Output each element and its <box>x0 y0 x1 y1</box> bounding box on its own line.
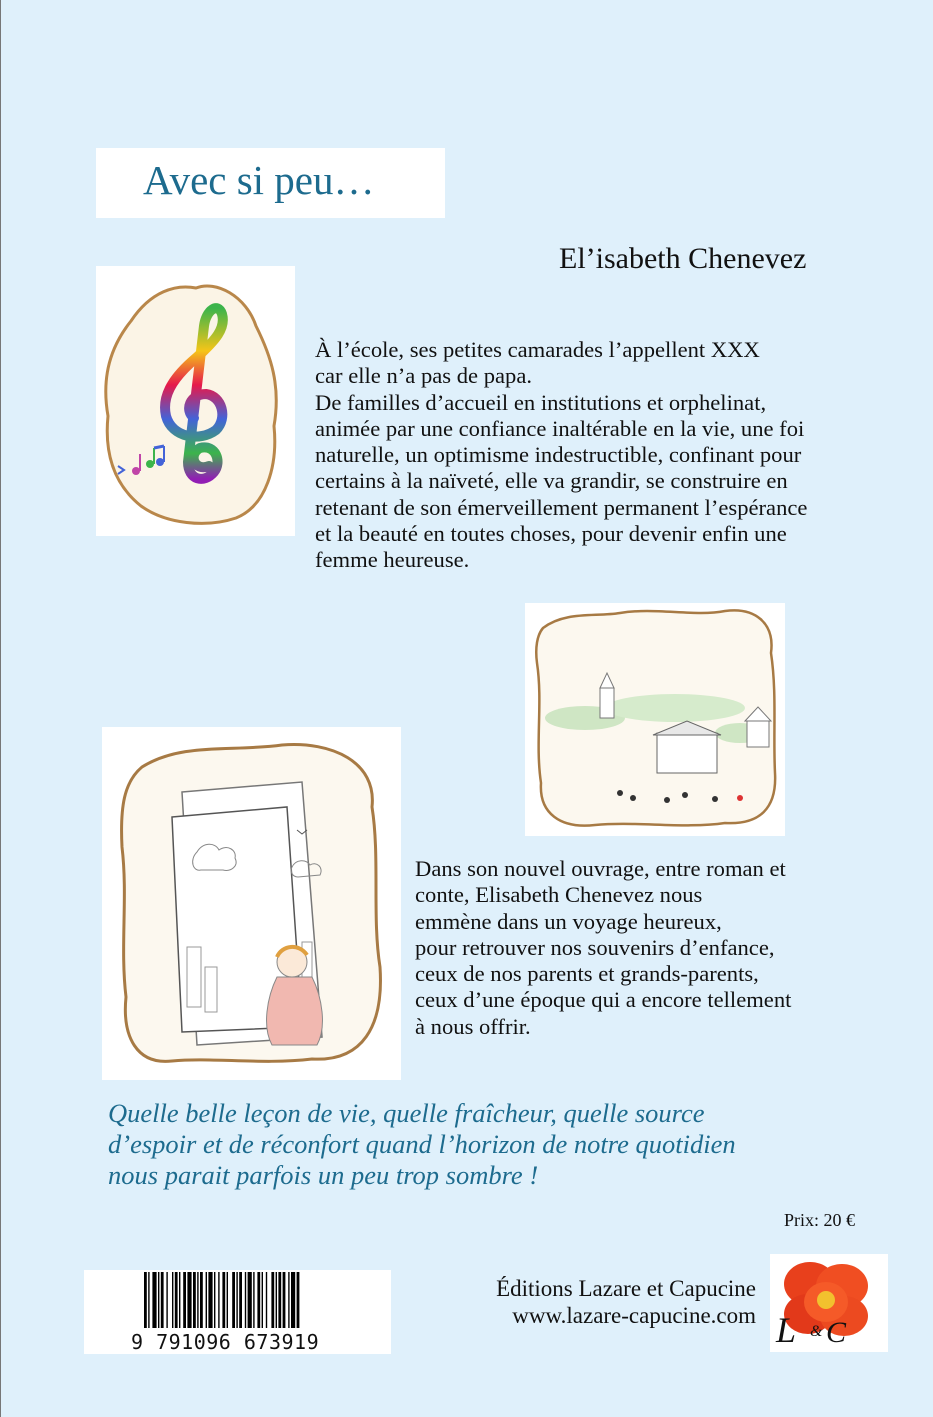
description-line: à nous offrir. <box>415 1013 531 1039</box>
synopsis-line: naturelle, un optimisme indestructible, confinant pour <box>315 442 802 468</box>
publisher-website: www.lazare-capucine.com <box>512 1303 756 1328</box>
description-line: emmène dans un voyage heureux, <box>415 908 722 934</box>
quote-line: d’espoir et de réconfort quand l’horizon de notre quotidien <box>108 1129 736 1159</box>
synopsis-line: car elle n’a pas de papa. <box>315 363 533 389</box>
synopsis-line: certains à la naïveté, elle va grandir, se construire en <box>315 468 788 494</box>
publisher-name: Éditions Lazare et Capucine <box>496 1276 756 1301</box>
svg-text:L: L <box>776 1310 797 1350</box>
description-line: conte, Elisabeth Chenevez nous <box>415 882 703 908</box>
publisher-info <box>496 1275 756 1329</box>
girl-window-illustration <box>102 727 401 1080</box>
synopsis-line: et la beauté en toutes choses, pour devenir enfin une <box>315 521 787 547</box>
description-line: ceux de nos parents et grands-parents, <box>415 961 759 987</box>
description-line: ceux d’une époque qui a encore tellement <box>415 987 792 1013</box>
barcode-bars <box>84 1270 391 1332</box>
treble-clef-illustration <box>96 266 295 536</box>
quote-line: nous parait parfois un peu trop sombre ! <box>108 1160 539 1190</box>
description-line: pour retrouver nos souvenirs d’enfance, <box>415 934 775 960</box>
synopsis-line: À l’école, ses petites camarades l’appellent XXX <box>315 337 760 362</box>
village-illustration <box>525 603 785 836</box>
review-quote <box>108 1098 736 1191</box>
synopsis-line: retenant de son émerveillement permanent l’espérance <box>315 494 808 520</box>
svg-text:&: & <box>810 1323 823 1340</box>
title-box <box>96 148 445 218</box>
isbn-number: 9 791096 673919 <box>131 1330 320 1354</box>
description-line: Dans son nouvel ouvrage, entre roman et <box>415 856 786 881</box>
description-text <box>415 856 791 1040</box>
publisher-logo <box>770 1254 888 1352</box>
quote-line: Quelle belle leçon de vie, quelle fraîcheur, quelle source <box>108 1098 705 1128</box>
synopsis-text <box>315 337 807 574</box>
svg-text:C: C <box>826 1316 847 1349</box>
barcode <box>84 1270 391 1354</box>
author-name: El’isabeth Chenevez <box>559 242 807 275</box>
book-title: Avec si peu… <box>143 157 375 203</box>
synopsis-line: femme heureuse. <box>315 547 470 573</box>
price-label: Prix: 20 € <box>784 1210 856 1230</box>
synopsis-line: animée par une confiance inaltérable en la vie, une foi <box>315 415 805 441</box>
synopsis-line: De familles d’accueil en institutions et orphelinat, <box>315 389 767 415</box>
